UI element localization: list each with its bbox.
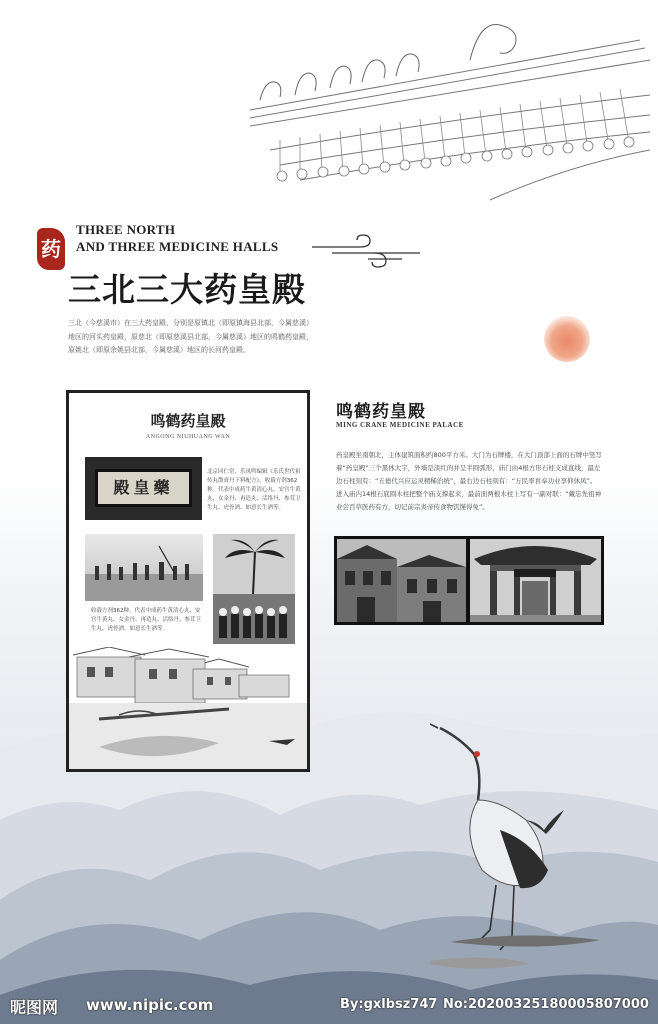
card-text-1: 北京同仁堂，乐凤鸣编辑《乐氏世代祖传丸散膏丹下料配方》，收载方剂362种。代表中成药牛黄清心丸、安宫牛黄丸、女金丹、再造丸、活络丹、参茸卫生丸、虎骨酒、如意长生酒等。 <box>207 469 301 511</box>
plaque-inscription: 殿皇藥 <box>95 469 192 507</box>
cloud-swirl-decoration <box>312 233 422 269</box>
palm-group-photo <box>213 534 295 644</box>
intro-paragraph: 三北（今慈溪市）在三大药皇殿，分别是原镇北（即原镇海县北部，今属慈溪）地区的河头药皇殿，原慈北（即原慈溪县北部，今属慈溪）地区的鸣鹤药皇殿，原姚北（即原余姚县北部，今属慈溪）地区的长河药皇殿。 <box>68 319 313 354</box>
card-title: 鸣鹤药皇殿 <box>150 412 226 430</box>
temple-photo-strip <box>334 536 604 625</box>
english-title-line2: AND THREE MEDICINE HALLS <box>76 239 279 254</box>
card-subtitle: ANGONG NIUHUANG WAN <box>145 434 231 440</box>
watermark-url[interactable]: www.nipic.com <box>86 996 214 1014</box>
crane-ink-painting <box>430 720 610 980</box>
watermark-author: By:gxlbsz747 <box>340 997 438 1012</box>
section-title: 鸣鹤药皇殿 <box>336 402 426 422</box>
crowd-photo <box>85 534 203 601</box>
plaque-photo <box>85 457 202 520</box>
left-info-card <box>66 390 310 772</box>
section-subtitle: MING CRANE MEDICINE PALACE <box>336 421 464 429</box>
english-title-line1: THREE NORTH <box>76 222 176 237</box>
water-town-sketch <box>69 647 307 769</box>
watermark-number: No:20200325180005807000 <box>443 997 649 1012</box>
seal-stamp: 药 <box>37 228 65 270</box>
watermark-logo: 昵图网 <box>10 998 59 1017</box>
temple-hall-photo <box>470 539 601 622</box>
red-sun <box>544 316 590 362</box>
section-description: 药皇殿坐南朝北，主体建筑面积约800平方米。大门为石牌楼，在大门顶部上面的石牌中竖写着“药皇殿”三个黑体大字，外墙是淡红的并呈半圆弧形，庙门由4根方形石柱支成直线，最左边石柱刻有：“五德代兴应运灵精稀治统”，最右边石柱刻有：“万民率育奉功业享仰休风”。进入庙内14根石底圆木柱把整个庙支撑起来，最前面两根木柱上写有一副对联：“戴忘先祖神业尝百草医药有方，切记前宗炎帝传食物饥馑得免”。 <box>336 451 602 511</box>
roof-eaves-illustration <box>240 0 658 215</box>
street-buildings-photo <box>337 539 466 622</box>
card-text-2: 收载方剂362种。代表中成药牛黄清心丸、安宫牛黄丸、女金丹、再造丸、活络丹、参茸卫生丸、虎骨酒、如意长生酒等。 <box>91 608 202 632</box>
page-title: 三北三大药皇殿 <box>68 270 306 309</box>
flying-bird <box>524 808 566 838</box>
